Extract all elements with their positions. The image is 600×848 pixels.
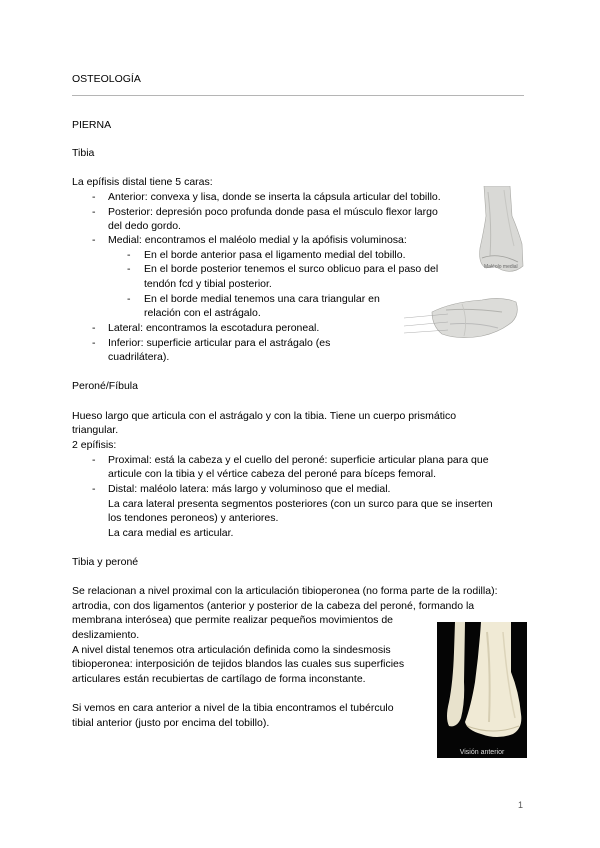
tibia-image-label: Maléolo medial	[484, 264, 518, 270]
tp-p1-line2: artrodia, con dos ligamentos (anterior y posterior de la cabeza del peroné, formando la	[72, 600, 475, 612]
sub-bullet-posterior-border-line1: En el borde posterior tenemos el surco oblicuo para el paso del	[144, 263, 439, 275]
bullet-dash: -	[92, 206, 96, 218]
bullet-proximal-line1: Proximal: está la cabeza y el cuello del peroné: superficie articular plana para que	[108, 454, 489, 466]
bullet-distal-line4: La cara medial es articular.	[108, 527, 234, 539]
tp-p1-line1: Se relacionan a nivel proximal con la articulación tibioperonea (no forma parte de la rodilla):	[72, 585, 498, 597]
sub-bullet-dash: -	[127, 263, 131, 275]
bullet-anterior: Anterior: convexa y lisa, donde se inserta la cápsula articular del tobillo.	[108, 191, 441, 203]
perone-heading: Peroné/Fíbula	[72, 380, 138, 392]
tp-p2-line1: A nivel distal tenemos otra articulación definida como la sindesmosis	[72, 644, 391, 656]
tp-p3-line1: Si vemos en cara anterior a nivel de la tibia encontramos el tubérculo	[72, 702, 394, 714]
tp-p3-line2: tibial anterior (justo por encima del tobillo).	[72, 717, 270, 729]
tibia-posterior-image	[402, 292, 522, 342]
bullet-proximal-line2: articule con la tibia y el vértice cabeza del peroné para bíceps femoral.	[108, 468, 437, 480]
bullet-dash: -	[92, 483, 96, 495]
sub-bullet-anterior-border: En el borde anterior pasa el ligamento medial del tobillo.	[144, 249, 406, 261]
bullet-posterior-line1: Posterior: depresión poco profunda donde pasa el músculo flexor largo	[108, 206, 438, 218]
sub-bullet-posterior-border-line2: tendón fcd y tibial posterior.	[144, 278, 272, 290]
anterior-view-photo	[437, 622, 527, 758]
tibia-heading: Tibia	[72, 147, 95, 159]
bullet-dash: -	[92, 454, 96, 466]
bullet-distal-line3: los tendones peroneos) y anteriores.	[108, 512, 279, 524]
bullet-inferior-line1: Inferior: superficie articular para el astrágalo (es	[108, 337, 331, 349]
perone-intro-line2: triangular.	[72, 424, 119, 436]
sub-bullet-medial-border-line1: En el borde medial tenemos una cara triangular en	[144, 293, 380, 305]
bullet-posterior-line2: del dedo gordo.	[108, 220, 181, 232]
bullet-dash: -	[92, 322, 96, 334]
bullet-distal-line1: Distal: maléolo latera: más largo y voluminoso que el medial.	[108, 483, 391, 495]
sub-bullet-medial-border-line2: relación con el astrágalo.	[144, 307, 261, 319]
bullet-lateral: Lateral: encontramos la escotadura peroneal.	[108, 322, 320, 334]
document-title: OSTEOLOGÍA	[72, 73, 141, 85]
title-divider	[72, 95, 524, 96]
tp-p2-line2: tibioperonea: interposición de tejidos blandos las cuales sus superficies	[72, 658, 405, 670]
page-number: 1	[518, 800, 524, 810]
tibia-perone-heading: Tibia y peroné	[72, 556, 139, 568]
perone-intro-line1: Hueso largo que articula con el astrágalo y con la tibia. Tiene un cuerpo prismático	[72, 410, 457, 422]
sub-bullet-dash: -	[127, 293, 131, 305]
bullet-dash: -	[92, 191, 96, 203]
bullet-distal-line2: La cara lateral presenta segmentos posteriores (con un surco para que se inserten	[108, 498, 493, 510]
tibia-intro: La epífisis distal tiene 5 caras:	[72, 176, 213, 188]
sub-bullet-dash: -	[127, 249, 131, 261]
photo-caption: Visión anterior	[459, 749, 505, 756]
section-title: PIERNA	[72, 119, 112, 131]
bullet-dash: -	[92, 234, 96, 246]
tibia-distal-image	[474, 186, 526, 276]
bullet-medial: Medial: encontramos el maléolo medial y la apófisis voluminosa:	[108, 234, 407, 246]
bullet-inferior-line2: cuadrilátera).	[108, 351, 170, 363]
tp-p1-line3: membrana interósea) que permite realizar pequeños movimientos de	[72, 614, 393, 626]
perone-epifisis: 2 epífisis:	[72, 439, 117, 451]
tp-p1-line4: deslizamiento.	[72, 629, 140, 641]
tp-p2-line3: articulares están recubiertas de cartílago de forma inconstante.	[72, 673, 366, 685]
bullet-dash: -	[92, 337, 96, 349]
